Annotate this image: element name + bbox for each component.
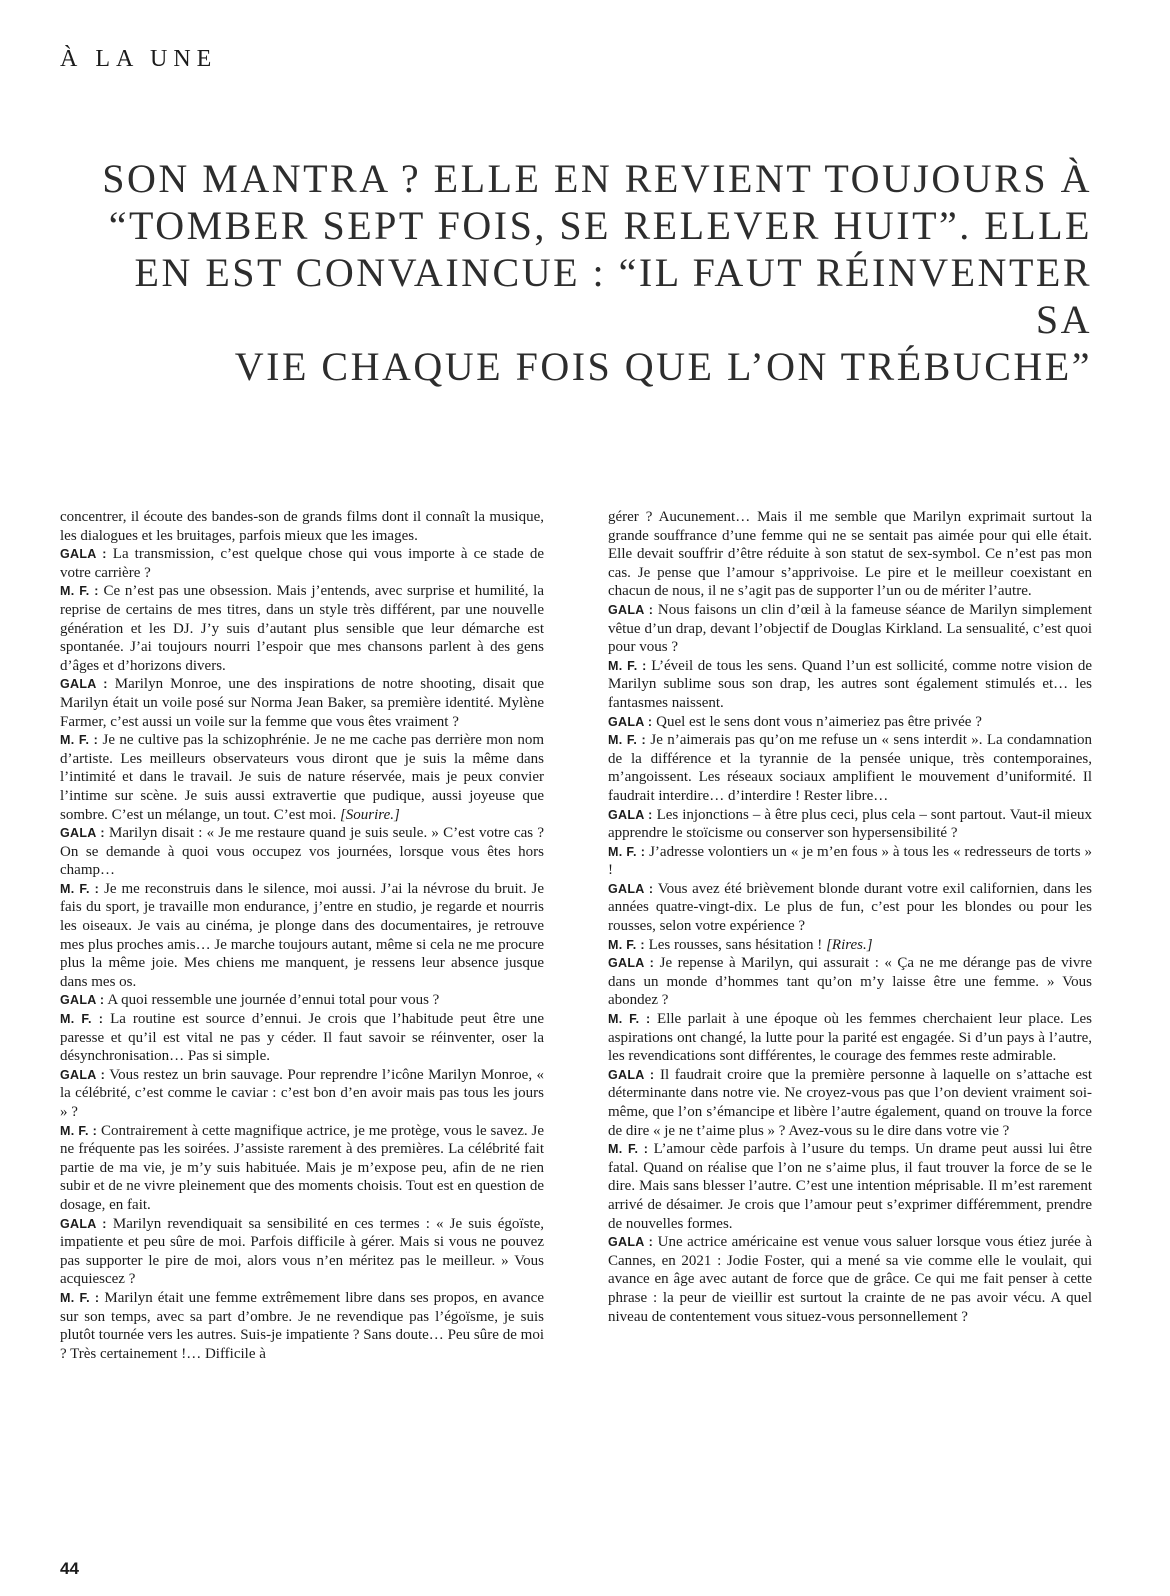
speaker-label: M. F. :: [608, 733, 647, 748]
answer: [608, 843, 1092, 880]
speaker-label: M. F. :: [608, 937, 645, 952]
question-text: Vous avez été brièvement blonde durant votre exil californien, dans les années quatre-vingt-dix. Le plus de fun, c’est pour les blondes ou pour les rousses, selon votre expérience ?: [608, 880, 1092, 935]
speaker-label: M. F. :: [60, 1012, 104, 1027]
answer-text: Contrairement à cette magnifique actrice, je me protège, vous le savez. Je ne fréquente pas les soirées. J’assiste rarement à des premières. La célébrité fait partie de ma vie, je m’y suis habituée. Mais je m’expose peu, afin de ne rien subir et de ne vivre pleinement que des moments choisis. Tout est en question de dosage, en fait.: [60, 1122, 544, 1213]
answer-text: Elle parlait à une époque où les femmes cherchaient leur place. Les aspirations ont changé, la lutte pour la parité est engagée. Si d’un pays à l’autre, les revendications sont différentes, le courage des femmes reste admirable.: [608, 1011, 1092, 1065]
paragraph: [60, 508, 544, 545]
page-number: 44: [60, 1559, 79, 1578]
question: [608, 713, 1092, 732]
answer-text: Ce n’est pas une obsession. Mais j’entends, avec surprise et humilité, la reprise de certains de mes titres, dans un style très différent, par une nouvelle génération et les DJ. J’y suis d’autant plus sensible que leur démarche est spontanée. J’ai toujours nourri l’espoir que mes chansons parlent à des gens d’âges et d’horizons divers.: [60, 583, 544, 674]
question: [60, 991, 544, 1010]
speaker-label: GALA :: [608, 807, 653, 822]
question: [60, 675, 544, 731]
answer: [60, 731, 544, 824]
answer-text: La routine est source d’ennui. Je crois que l’habitude peut être une paresse et qu’il est vital ne pas y céder. Il faut savoir se réinventer, oser la désynchronisation… Pas si simple.: [60, 1011, 544, 1065]
speaker-label: M. F. :: [60, 1123, 98, 1138]
answer-text: L’amour cède parfois à l’usure du temps. Un drame peut aussi lui être fatal. Quand on réalise que l’on ne s’aime plus, il faut trouver la force de se le dire. Mais sans blesser l’autre. C’est une intention méprisable. Il m’est rarement arrivé de désaimer. Je crois que l’amour peut s’exprimer différemment, prendre de nouvelles formes.: [608, 1141, 1092, 1232]
question-text: Nous faisons un clin d’œil à la fameuse séance de Marilyn simplement vêtue d’un drap, devant l’objectif de Douglas Kirkland. La sensualité, c’est quoi pour vous ?: [608, 601, 1093, 656]
question-text: Marilyn revendiquait sa sensibilité en ces termes : « Je suis égoïste, impatiente et peu sûre de moi. Parfois difficile à gérer. Mais si vous ne pouvez pas supporter le pire de moi, alors vous n’en méritez pas le meilleur. » Vous acquiescez ?: [60, 1215, 545, 1288]
answer: [608, 1140, 1092, 1233]
answer-text: L’éveil de tous les sens. Quand l’un est sollicité, comme notre vision de Marilyn sublime sous son drap, les autres sont également stimulés et… les fantasmes naissent.: [608, 657, 1093, 711]
question-text: Je repense à Marilyn, qui assurait : « Ça ne me dérange pas de vivre dans un monde d’hommes tant qu’on m’y laisse être une femme. » Vous abondez ?: [608, 955, 1093, 1009]
pull-quote-line: SON MANTRA ? ELLE EN REVIENT TOUJOURS À: [102, 156, 1092, 201]
answer-text: J’adresse volontiers un « je m’en fous » à tous les « redresseurs de torts » !: [608, 843, 1092, 879]
speaker-label: M. F. :: [60, 733, 99, 748]
answer-text: Je n’aimerais pas qu’on me refuse un « sens interdit ». La condamnation de la différence et la tyrannie de la pensée unique, très contemporaines, m’angoissent. Les réseaux sociaux amplifient le mouvement d’uniformité. Il faudrait interdire… d’interdire ! Rester libre…: [608, 732, 1092, 804]
pull-quote-line: EN EST CONVAINCUE : “IL FAUT RÉINVENTER SA: [134, 250, 1092, 342]
pull-quote-line: “TOMBER SEPT FOIS, SE RELEVER HUIT”. ELLE: [108, 203, 1092, 248]
speaker-label: M. F. :: [608, 844, 646, 859]
question-text: Il faudrait croire que la première personne à laquelle on s’attache est déterminante dans notre vie. Ne croyez-vous pas que l’on devient vraiment soi-même, que l’on s’émancipe et libère l’autre également, quand on trouve la force de dire « je ne t’aime plus » ? Avez-vous su le dire dans votre vie ?: [608, 1066, 1093, 1139]
answer-text: Marilyn était une femme extrêmement libre dans ses propos, en avance sur son temps, avec sa part d’ombre. Je ne revendique pas l’égoïsme, je suis plutôt tournée vers les autres. Suis-je impatiente ? Sans doute… Peu sûre de moi ? Très certainement !… Difficile à: [60, 1289, 544, 1362]
speaker-label: GALA :: [608, 602, 654, 617]
speaker-label: GALA :: [60, 1216, 107, 1231]
speaker-label: GALA :: [60, 677, 108, 692]
speaker-label: M. F. :: [608, 1012, 651, 1027]
interview-column-right: [608, 508, 1092, 1326]
question: [608, 1233, 1092, 1326]
speaker-label: GALA :: [60, 826, 105, 841]
question-text: Marilyn disait : « Je me restaure quand je suis seule. » C’est votre cas ? On se demande à quoi vous occupez vos journées, lorsque vous êtes hors champ…: [60, 825, 545, 879]
answer-text: Les rousses, sans hésitation !: [648, 936, 823, 953]
speaker-label: GALA :: [608, 1235, 654, 1250]
speaker-label: GALA :: [608, 956, 655, 971]
question: [60, 1215, 544, 1289]
paragraph-text: concentrer, il écoute des bandes-son de grands films dont il connaît la musique, les dialogues et les bruitages, parfois mieux que les images.: [60, 509, 544, 544]
question-text: Marilyn Monroe, une des inspirations de notre shooting, disait que Marilyn était un voile posé sur Norma Jean Baker, sa première identité. Mylène Farmer, c’est aussi un voile sur la femme que vous êtes vraiment ?: [60, 676, 544, 730]
interview-column-left: [60, 508, 544, 1363]
speaker-label: M. F. :: [608, 1142, 649, 1157]
question-text: Une actrice américaine est venue vous saluer lorsque vous étiez jurée à Cannes, en 2021 : Jodie Foster, qui a mené sa vie comme elle le voulait, qui avance en âge avec autant de force que de grâce. Ce qui me fait penser à cette phrase : la peur de vieillir est surtout la crainte de ne pas avoir vécu. A quel niveau de contentement vous situez-vous personnellement ?: [608, 1234, 1093, 1325]
question: [60, 824, 544, 880]
answer: [608, 657, 1092, 713]
speaker-label: GALA :: [608, 881, 654, 896]
speaker-label: GALA :: [608, 714, 653, 729]
section-label: À LA UNE: [60, 46, 218, 72]
answer: [60, 1010, 544, 1066]
question: [608, 1066, 1092, 1140]
speaker-label: M. F. :: [60, 1290, 100, 1305]
answer-text: Je ne cultive pas la schizophrénie. Je ne me cache pas derrière mon nom d’artiste. Les meilleurs observateurs vous diront que je suis la même dans l’intimité et dans le travail. Je suis de nature réservée, mais je peux convier l’intime sur scène. Je suis aussi extravertie que pudique, aussi joyeuse que sombre. C’est un mélange, un tout. C’est moi.: [60, 732, 545, 823]
stage-direction: [Sourire.]: [339, 806, 400, 823]
question-text: La transmission, c’est quelque chose qui vous importe à ce stade de votre carrière ?: [60, 546, 545, 581]
speaker-label: M. F. :: [60, 881, 100, 896]
answer: [60, 1122, 544, 1215]
pull-quote: [92, 155, 1092, 390]
answer: [60, 1289, 544, 1363]
question-text: A quoi ressemble une journée d’ennui total pour vous ?: [107, 992, 440, 1009]
speaker-label: M. F. :: [60, 584, 99, 599]
answer: [60, 880, 544, 992]
answer: [608, 731, 1092, 805]
question: [608, 601, 1092, 657]
question-text: Les injonctions – à être plus ceci, plus cela – sont partout. Vaut-il mieux apprendre le stoïcisme ou conserver son hypersensibilité ?: [608, 806, 1093, 842]
paragraph: [608, 508, 1092, 601]
speaker-label: GALA :: [608, 1067, 655, 1082]
speaker-label: GALA :: [60, 993, 105, 1008]
question-text: Quel est le sens dont vous n’aimeriez pas être privée ?: [656, 713, 982, 730]
pull-quote-line: VIE CHAQUE FOIS QUE L’ON TRÉBUCHE”: [234, 344, 1092, 389]
question: [608, 806, 1092, 843]
question: [608, 880, 1092, 936]
question-text: Vous restez un brin sauvage. Pour reprendre l’icône Marilyn Monroe, « la célébrité, c’est comme le caviar : c’est bon d’en avoir mais pas tous les jours » ?: [60, 1066, 544, 1120]
stage-direction: [Rires.]: [826, 936, 873, 953]
question: [608, 954, 1092, 1010]
question: [60, 545, 544, 582]
answer: [608, 1010, 1092, 1066]
answer-text: Je me reconstruis dans le silence, moi aussi. J’ai la névrose du bruit. Je fais du sport, je travaille mon endurance, j’entre en studio, je regarde et nourris les oiseaux. Je vais au cinéma, je plonge dans des documentaires, je retrouve mes plus proches amis… Je marche toujours autant, même si cela ne me procure plus la même joie. Mes chiens me manquent, je ressens leur absence jusque dans mes os.: [60, 880, 544, 990]
question: [60, 1066, 544, 1122]
speaker-label: GALA :: [60, 1067, 106, 1082]
answer: [608, 936, 1092, 955]
answer: [60, 582, 544, 675]
paragraph-text: gérer ? Aucunement… Mais il me semble que Marilyn exprimait surtout la grande souffrance d’une femme qui ne se sentait pas aimée pour qui elle était. Elle devait souffrir d’être réduite à son statut de sex-symbol. Ce n’est pas mon cas. Je pense que l’amour s’apprivoise. Le pire et le meilleur coexistant en chacun de nous, il ne s’agit pas de supporter l’un ou de mériter l’autre.: [608, 509, 1092, 600]
speaker-label: GALA :: [60, 547, 107, 562]
speaker-label: M. F. :: [608, 658, 647, 673]
